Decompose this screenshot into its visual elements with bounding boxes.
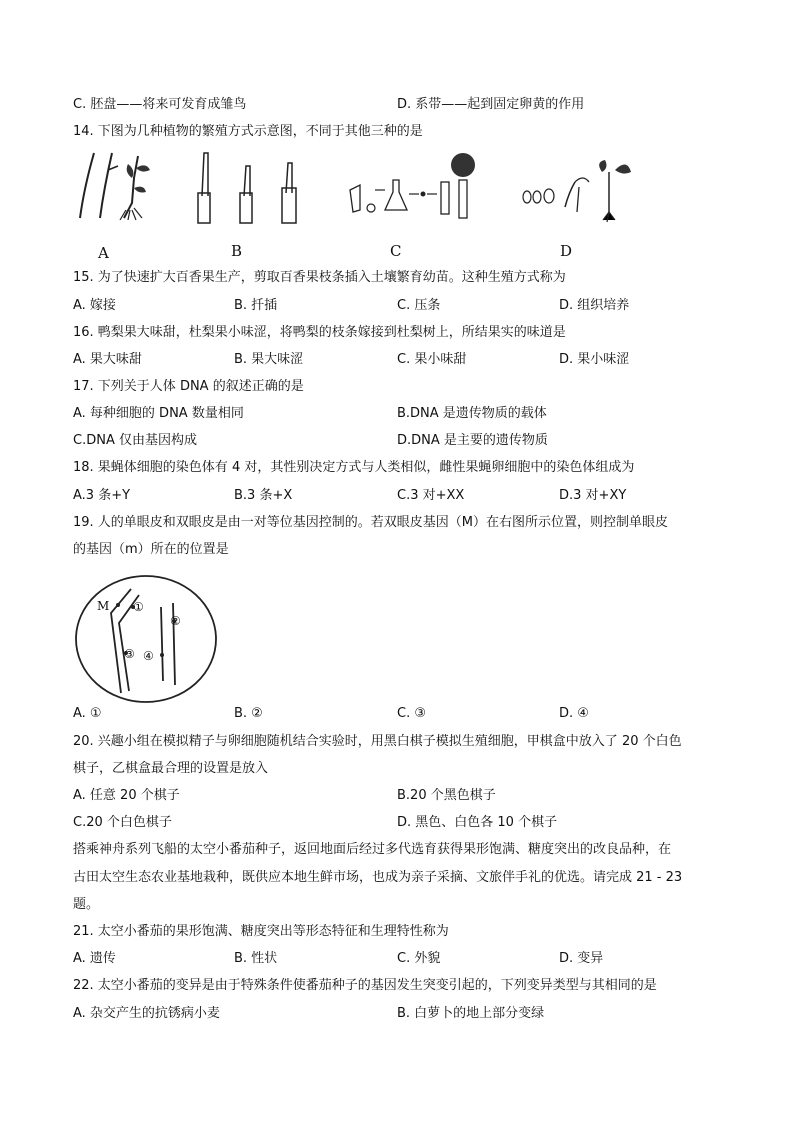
q15-stem: 15. 为了快速扩大百香果生产，剪取百香果枝条插入土壤繁育幼苗。这种生殖方式称为	[73, 270, 566, 285]
q19-option-c: C. ③	[397, 706, 426, 721]
q18-stem: 18. 果蝇体细胞的染色体有 4 对，其性别决定方式与人类相似，雌性果蝇卵细胞中的染色体组成为	[73, 460, 635, 475]
cell-circle-diagram	[73, 573, 219, 705]
figure-d-illustration	[517, 152, 637, 227]
figure-b-illustration	[188, 148, 308, 228]
q19-option-d: D. ④	[559, 706, 589, 721]
passage-line3: 题。	[73, 897, 100, 912]
q21-option-c: C. 外貌	[397, 951, 441, 966]
q17-option-d: D.DNA 是主要的遗传物质	[397, 433, 548, 448]
q21-stem: 21. 太空小番茄的果形饱满、糖度突出等形态特征和生理特性称为	[73, 924, 449, 939]
q16-option-b: B. 果大味涩	[234, 352, 304, 367]
q17-option-c: C.DNA 仅由基因构成	[73, 433, 197, 448]
q17-option-b: B.DNA 是遗传物质的载体	[397, 406, 547, 421]
m-gene-label: M	[97, 599, 110, 613]
q16-option-c: C. 果小味甜	[397, 352, 467, 367]
q19-stem-line1: 19. 人的单眼皮和双眼皮是由一对等位基因控制的。若双眼皮基因（M）在右图所示位置，则控制单眼皮	[73, 515, 669, 530]
q14-stem: 14. 下图为几种植物的繁殖方式示意图，不同于其他三种的是	[73, 124, 423, 139]
q20-stem-line1: 20. 兴趣小组在模拟精子与卵细胞随机结合实验时，用黑白棋子模拟生殖细胞，甲棋盒中放入了 20 个白色	[73, 734, 682, 749]
q16-option-d: D. 果小味涩	[559, 352, 630, 367]
q19-option-a: A. ①	[73, 706, 102, 721]
figure-label-c: C	[390, 242, 402, 260]
q22-option-a: A. 杂交产生的抗锈病小麦	[73, 1006, 220, 1021]
q15-option-a: A. 嫁接	[73, 298, 116, 313]
q20-stem-line2: 棋子，乙棋盒最合理的设置是放入	[73, 761, 269, 776]
q16-stem: 16. 鸭梨果大味甜，杜梨果小味涩，将鸭梨的枝条嫁接到杜梨树上，所结果实的味道是	[73, 325, 566, 340]
figure-a-illustration	[72, 148, 162, 228]
passage-line2: 古田太空生态农业基地栽种，既供应本地生鲜市场，也成为亲子采摘、文旅伴手礼的优选。请完成 21 - 23	[73, 870, 683, 885]
q18-option-b: B.3 条+X	[234, 488, 293, 503]
q13-option-c: C. 胚盘——将来可发育成雏鸟	[73, 97, 247, 112]
q22-stem: 22. 太空小番茄的变异是由于特殊条件使番茄种子的基因发生突变引起的，下列变异类型与其相同的是	[73, 978, 657, 993]
q21-option-a: A. 遗传	[73, 951, 116, 966]
q20-option-c: C.20 个白色棋子	[73, 815, 172, 830]
q18-option-c: C.3 对+XX	[397, 488, 465, 503]
marker-1: ①	[133, 600, 144, 614]
q13-option-d: D. 系带——起到固定卵黄的作用	[397, 97, 585, 112]
q22-option-b: B. 白萝卜的地上部分变绿	[397, 1006, 545, 1021]
marker-4: ④	[143, 649, 154, 663]
q20-option-b: B.20 个黑色棋子	[397, 788, 496, 803]
q17-stem: 17. 下列关于人体 DNA 的叙述正确的是	[73, 379, 304, 394]
q18-option-a: A.3 条+Y	[73, 488, 131, 503]
figure-label-d: D	[560, 242, 573, 260]
q15-option-c: C. 压条	[397, 298, 441, 313]
q19-stem-line2: 的基因（m）所在的位置是	[73, 542, 229, 557]
figure-label-b: B	[231, 242, 243, 260]
figure-c-illustration	[345, 150, 485, 225]
q19-option-b: B. ②	[234, 706, 263, 721]
marker-3: ③	[124, 647, 135, 661]
q17-option-a: A. 每种细胞的 DNA 数量相同	[73, 406, 244, 421]
q16-option-a: A. 果大味甜	[73, 352, 142, 367]
q21-option-d: D. 变异	[559, 951, 604, 966]
q20-option-a: A. 任意 20 个棋子	[73, 788, 180, 803]
figure-label-a: A	[98, 244, 109, 262]
q20-option-d: D. 黑色、白色各 10 个棋子	[397, 815, 558, 830]
q21-option-b: B. 性状	[234, 951, 278, 966]
q18-option-d: D.3 对+XY	[559, 488, 627, 503]
q15-option-d: D. 组织培养	[559, 298, 630, 313]
passage-line1: 搭乘神舟系列飞船的太空小番茄种子，返回地面后经过多代选育获得果形饱满、糖度突出的改良品种，在	[73, 842, 672, 857]
q15-option-b: B. 扦插	[234, 298, 278, 313]
marker-2: ②	[170, 614, 181, 628]
